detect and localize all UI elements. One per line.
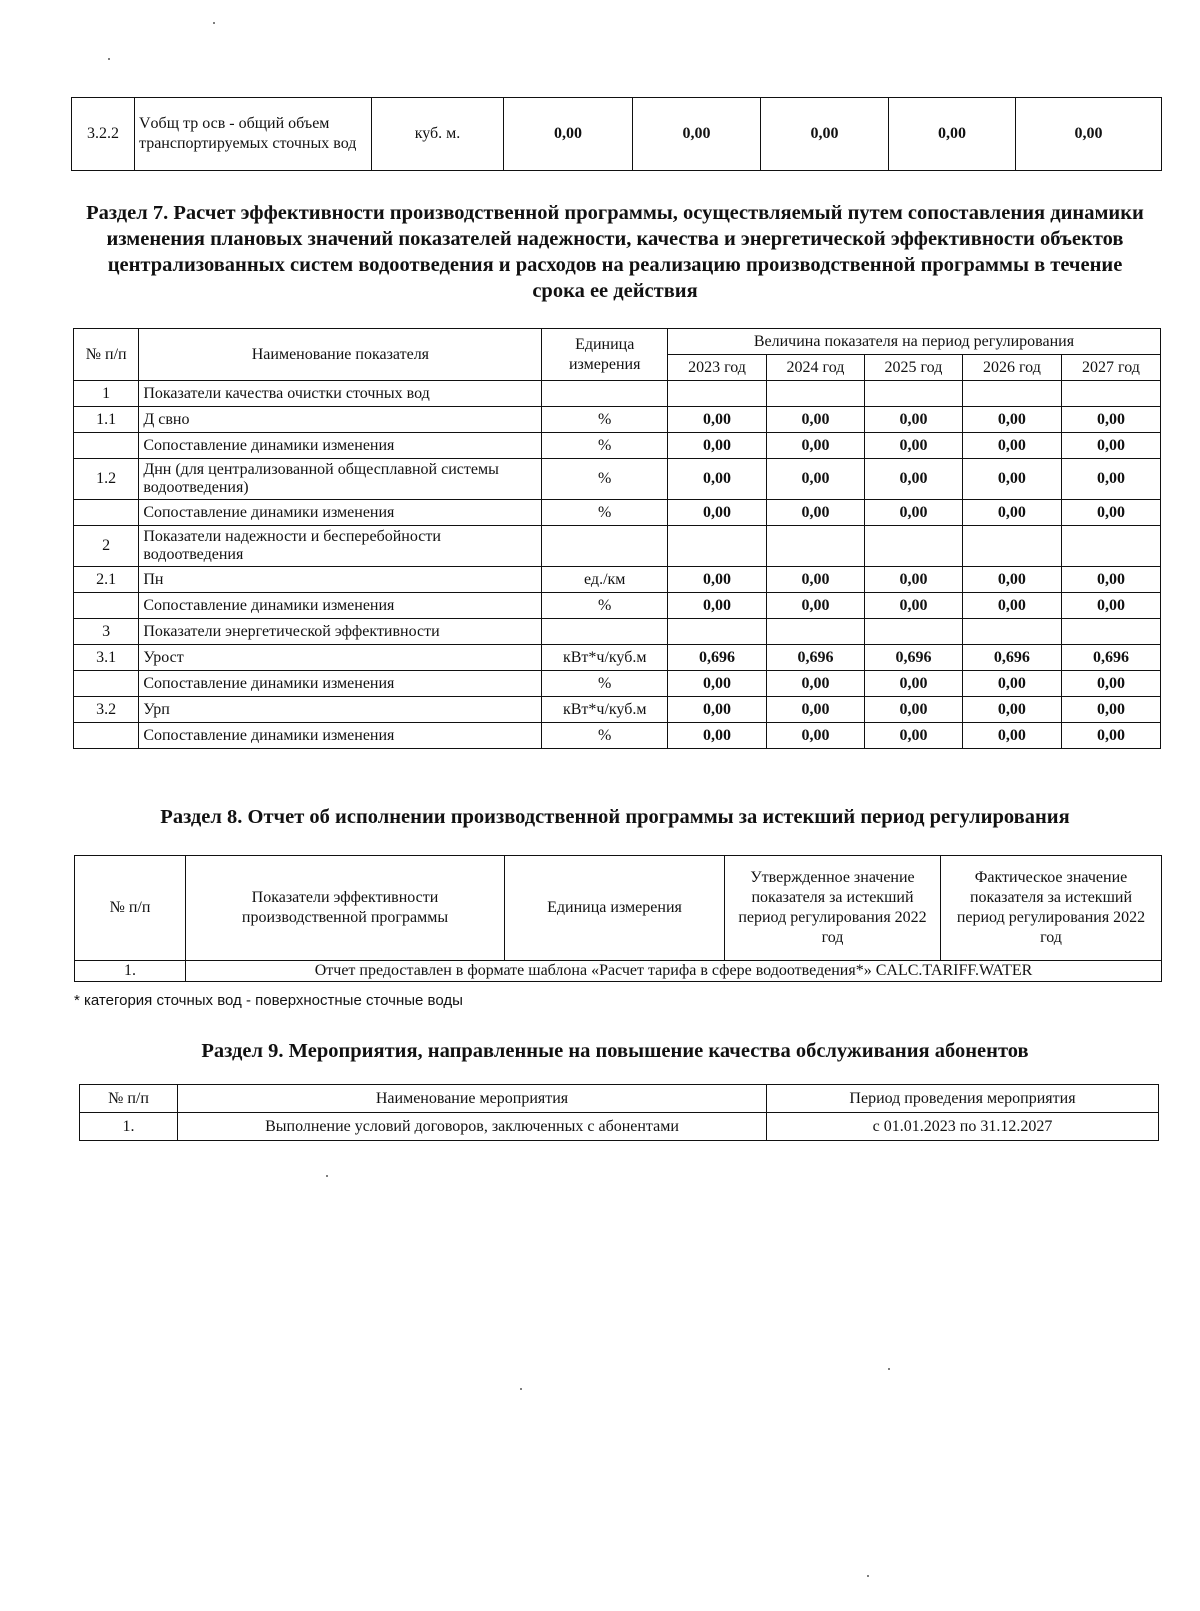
header-approved: Утвержденное значение показателя за истекший период регулирования 2022 год [725,856,941,961]
value-cell: 0,00 [667,459,766,500]
indicator-name: Показатели энергетической эффективности [139,619,542,645]
value-cell: 0,00 [1061,500,1160,526]
value-cell [1061,381,1160,407]
row-number: 3 [74,619,139,645]
value-cell: 0,00 [766,407,864,433]
row-number: 3.2 [74,697,139,723]
value-cell: 0,00 [864,500,962,526]
header-indicators: Показатели эффективности производственной программы [186,856,505,961]
row-number [74,500,139,526]
value-cell: 0,00 [633,98,761,171]
unit-cell [542,619,668,645]
value-cell: 0,00 [864,459,962,500]
row-number: 3.1 [74,645,139,671]
top-table [71,97,1162,171]
row-number [74,723,139,749]
value-cell: 0,00 [667,407,766,433]
scan-speck [326,1175,328,1177]
value-cell: 0,00 [962,593,1061,619]
scan-speck [213,22,215,24]
value-cell [766,619,864,645]
value-cell [864,381,962,407]
value-cell: 0,00 [766,500,864,526]
row-number [74,593,139,619]
table-row [74,433,1161,459]
indicator-name: Урп [139,697,542,723]
table-row [74,645,1161,671]
value-cell: 0,00 [1061,671,1160,697]
value-cell [962,526,1061,567]
value-cell: 0,00 [667,593,766,619]
value-cell: 0,00 [667,567,766,593]
value-cell: 0,00 [962,697,1061,723]
header-year: 2026 год [962,355,1061,381]
table-row [74,381,1161,407]
value-cell: 0,00 [766,593,864,619]
value-cell: 0,00 [766,459,864,500]
value-cell [864,619,962,645]
value-cell: 0,00 [1061,433,1160,459]
value-cell: 0,00 [766,723,864,749]
value-cell: 0,00 [1061,407,1160,433]
value-cell: 0,00 [962,500,1061,526]
value-cell: 0,00 [1061,697,1160,723]
table-row [74,459,1161,500]
header-year: 2025 год [864,355,962,381]
table-row [74,407,1161,433]
row-number [74,433,139,459]
value-cell: 0,00 [864,671,962,697]
row-number: 2 [74,526,139,567]
section8-title: Раздел 8. Отчет об исполнении производственной программы за истекший период регулирования [160,806,1070,828]
table-row [74,723,1161,749]
table-row [74,697,1161,723]
header-num: № п/п [74,329,139,381]
value-cell: 0,00 [1061,593,1160,619]
value-cell: 0,00 [766,567,864,593]
indicator-name: Д свно [139,407,542,433]
unit-cell: % [542,593,668,619]
row-number: 1.1 [74,407,139,433]
unit-cell: % [542,500,668,526]
value-cell: 0,00 [667,433,766,459]
value-cell [962,381,1061,407]
value-cell: 0,00 [962,459,1061,500]
section9-table [79,1084,1159,1141]
scan-speck [520,1388,522,1390]
header-year: 2023 год [667,355,766,381]
value-cell: 0,696 [766,645,864,671]
unit-cell [542,526,668,567]
indicator-name: Сопоставление динамики изменения [139,500,542,526]
value-cell: 0,00 [962,671,1061,697]
table-row [74,526,1161,567]
value-cell: 0,00 [962,433,1061,459]
value-cell: 0,00 [962,723,1061,749]
header-num: № п/п [80,1085,178,1113]
unit-cell [542,381,668,407]
indicator-name: Сопоставление динамики изменения [139,433,542,459]
value-cell: 0,00 [766,697,864,723]
value-cell: 0,00 [667,671,766,697]
header-unit: Единица измерения [542,329,668,381]
header-row [74,329,1161,355]
value-cell: 0,00 [667,723,766,749]
header-name: Наименование мероприятия [178,1085,767,1113]
value-cell [667,526,766,567]
value-cell [1061,619,1160,645]
value-cell: 0,696 [962,645,1061,671]
value-cell: 0,00 [667,697,766,723]
value-cell: 0,00 [864,433,962,459]
header-period: Период проведения мероприятия [767,1085,1159,1113]
scan-speck [108,58,110,60]
row-number: 1. [80,1113,178,1141]
section9-title: Раздел 9. Мероприятия, направленные на повышение качества обслуживания абонентов [201,1040,1029,1062]
unit-cell: ед./км [542,567,668,593]
value-cell: 0,00 [766,671,864,697]
value-cell: 0,00 [962,407,1061,433]
scan-speck [867,1575,869,1577]
footnote: * категория сточных вод - поверхностные сточные воды [74,992,463,1009]
report-note: Отчет предоставлен в формате шаблона «Расчет тарифа в сфере водоотведения*» CALC.TARIFF.WATER [186,961,1162,982]
value-cell [667,619,766,645]
value-cell: 0,696 [864,645,962,671]
section7-table [73,328,1161,749]
indicator-name: Пн [139,567,542,593]
unit-cell: куб. м. [372,98,504,171]
value-cell: 0,00 [504,98,633,171]
header-year: 2024 год [766,355,864,381]
value-cell: 0,00 [864,697,962,723]
event-period: с 01.01.2023 по 31.12.2027 [767,1113,1159,1141]
header-period: Величина показателя на период регулирования [667,329,1160,355]
table-row [74,593,1161,619]
header-year: 2027 год [1061,355,1160,381]
table-row [74,619,1161,645]
row-number: 1.2 [74,459,139,500]
indicator-name: Сопоставление динамики изменения [139,723,542,749]
indicator-name: Показатели качества очистки сточных вод [139,381,542,407]
value-cell: 0,00 [766,433,864,459]
header-row [80,1085,1159,1113]
value-cell: 0,00 [864,593,962,619]
unit-cell: % [542,459,668,500]
table-row [74,671,1161,697]
indicator-name: Показатели надежности и бесперебойности водоотведения [139,526,542,567]
value-cell: 0,00 [889,98,1016,171]
table-row [80,1113,1159,1141]
row-number: 1. [75,961,186,982]
header-unit: Единица измерения [505,856,725,961]
value-cell: 0,00 [864,723,962,749]
section8-table [74,855,1162,982]
value-cell: 0,00 [761,98,889,171]
header-actual: Фактическое значение показателя за истекший период регулирования 2022 год [941,856,1162,961]
table-row [75,961,1162,982]
table-row [72,98,1162,171]
scan-speck [888,1368,890,1370]
row-number: 1 [74,381,139,407]
table-row [74,500,1161,526]
section7-title: Раздел 7. Расчет эффективности производственной программы, осуществляемый путем сопоставления динамики изменения плановых значений показателей надежности, качества и энергетической эффективности объектов централизованных систем водоотведения и расходов на реализацию производственной программы в течение срока ее действия [86,202,1144,302]
unit-cell: % [542,671,668,697]
value-cell [962,619,1061,645]
indicator-name: Сопоставление динамики изменения [139,593,542,619]
value-cell: 0,00 [962,567,1061,593]
value-cell: 0,696 [667,645,766,671]
value-cell: 0,00 [1061,567,1160,593]
value-cell: 0,00 [1061,723,1160,749]
unit-cell: % [542,407,668,433]
unit-cell: кВт*ч/куб.м [542,697,668,723]
value-cell [766,381,864,407]
unit-cell: кВт*ч/куб.м [542,645,668,671]
indicator-name: Vобщ тр осв - общий объем транспортируемых сточных вод [135,98,372,171]
value-cell: 0,00 [864,407,962,433]
event-name: Выполнение условий договоров, заключенных с абонентами [178,1113,767,1141]
value-cell [1061,526,1160,567]
value-cell [667,381,766,407]
value-cell: 0,00 [1016,98,1162,171]
indicator-name: Сопоставление динамики изменения [139,671,542,697]
indicator-name: Урост [139,645,542,671]
value-cell: 0,00 [864,567,962,593]
header-num: № п/п [75,856,186,961]
row-number: 3.2.2 [72,98,135,171]
value-cell: 0,00 [667,500,766,526]
row-number: 2.1 [74,567,139,593]
header-name: Наименование показателя [139,329,542,381]
row-number [74,671,139,697]
value-cell: 0,00 [1061,459,1160,500]
header-row [75,856,1162,961]
indicator-name: Днн (для централизованной общесплавной системы водоотведения) [139,459,542,500]
value-cell [864,526,962,567]
unit-cell: % [542,723,668,749]
value-cell: 0,696 [1061,645,1160,671]
table-row [74,567,1161,593]
value-cell [766,526,864,567]
unit-cell: % [542,433,668,459]
